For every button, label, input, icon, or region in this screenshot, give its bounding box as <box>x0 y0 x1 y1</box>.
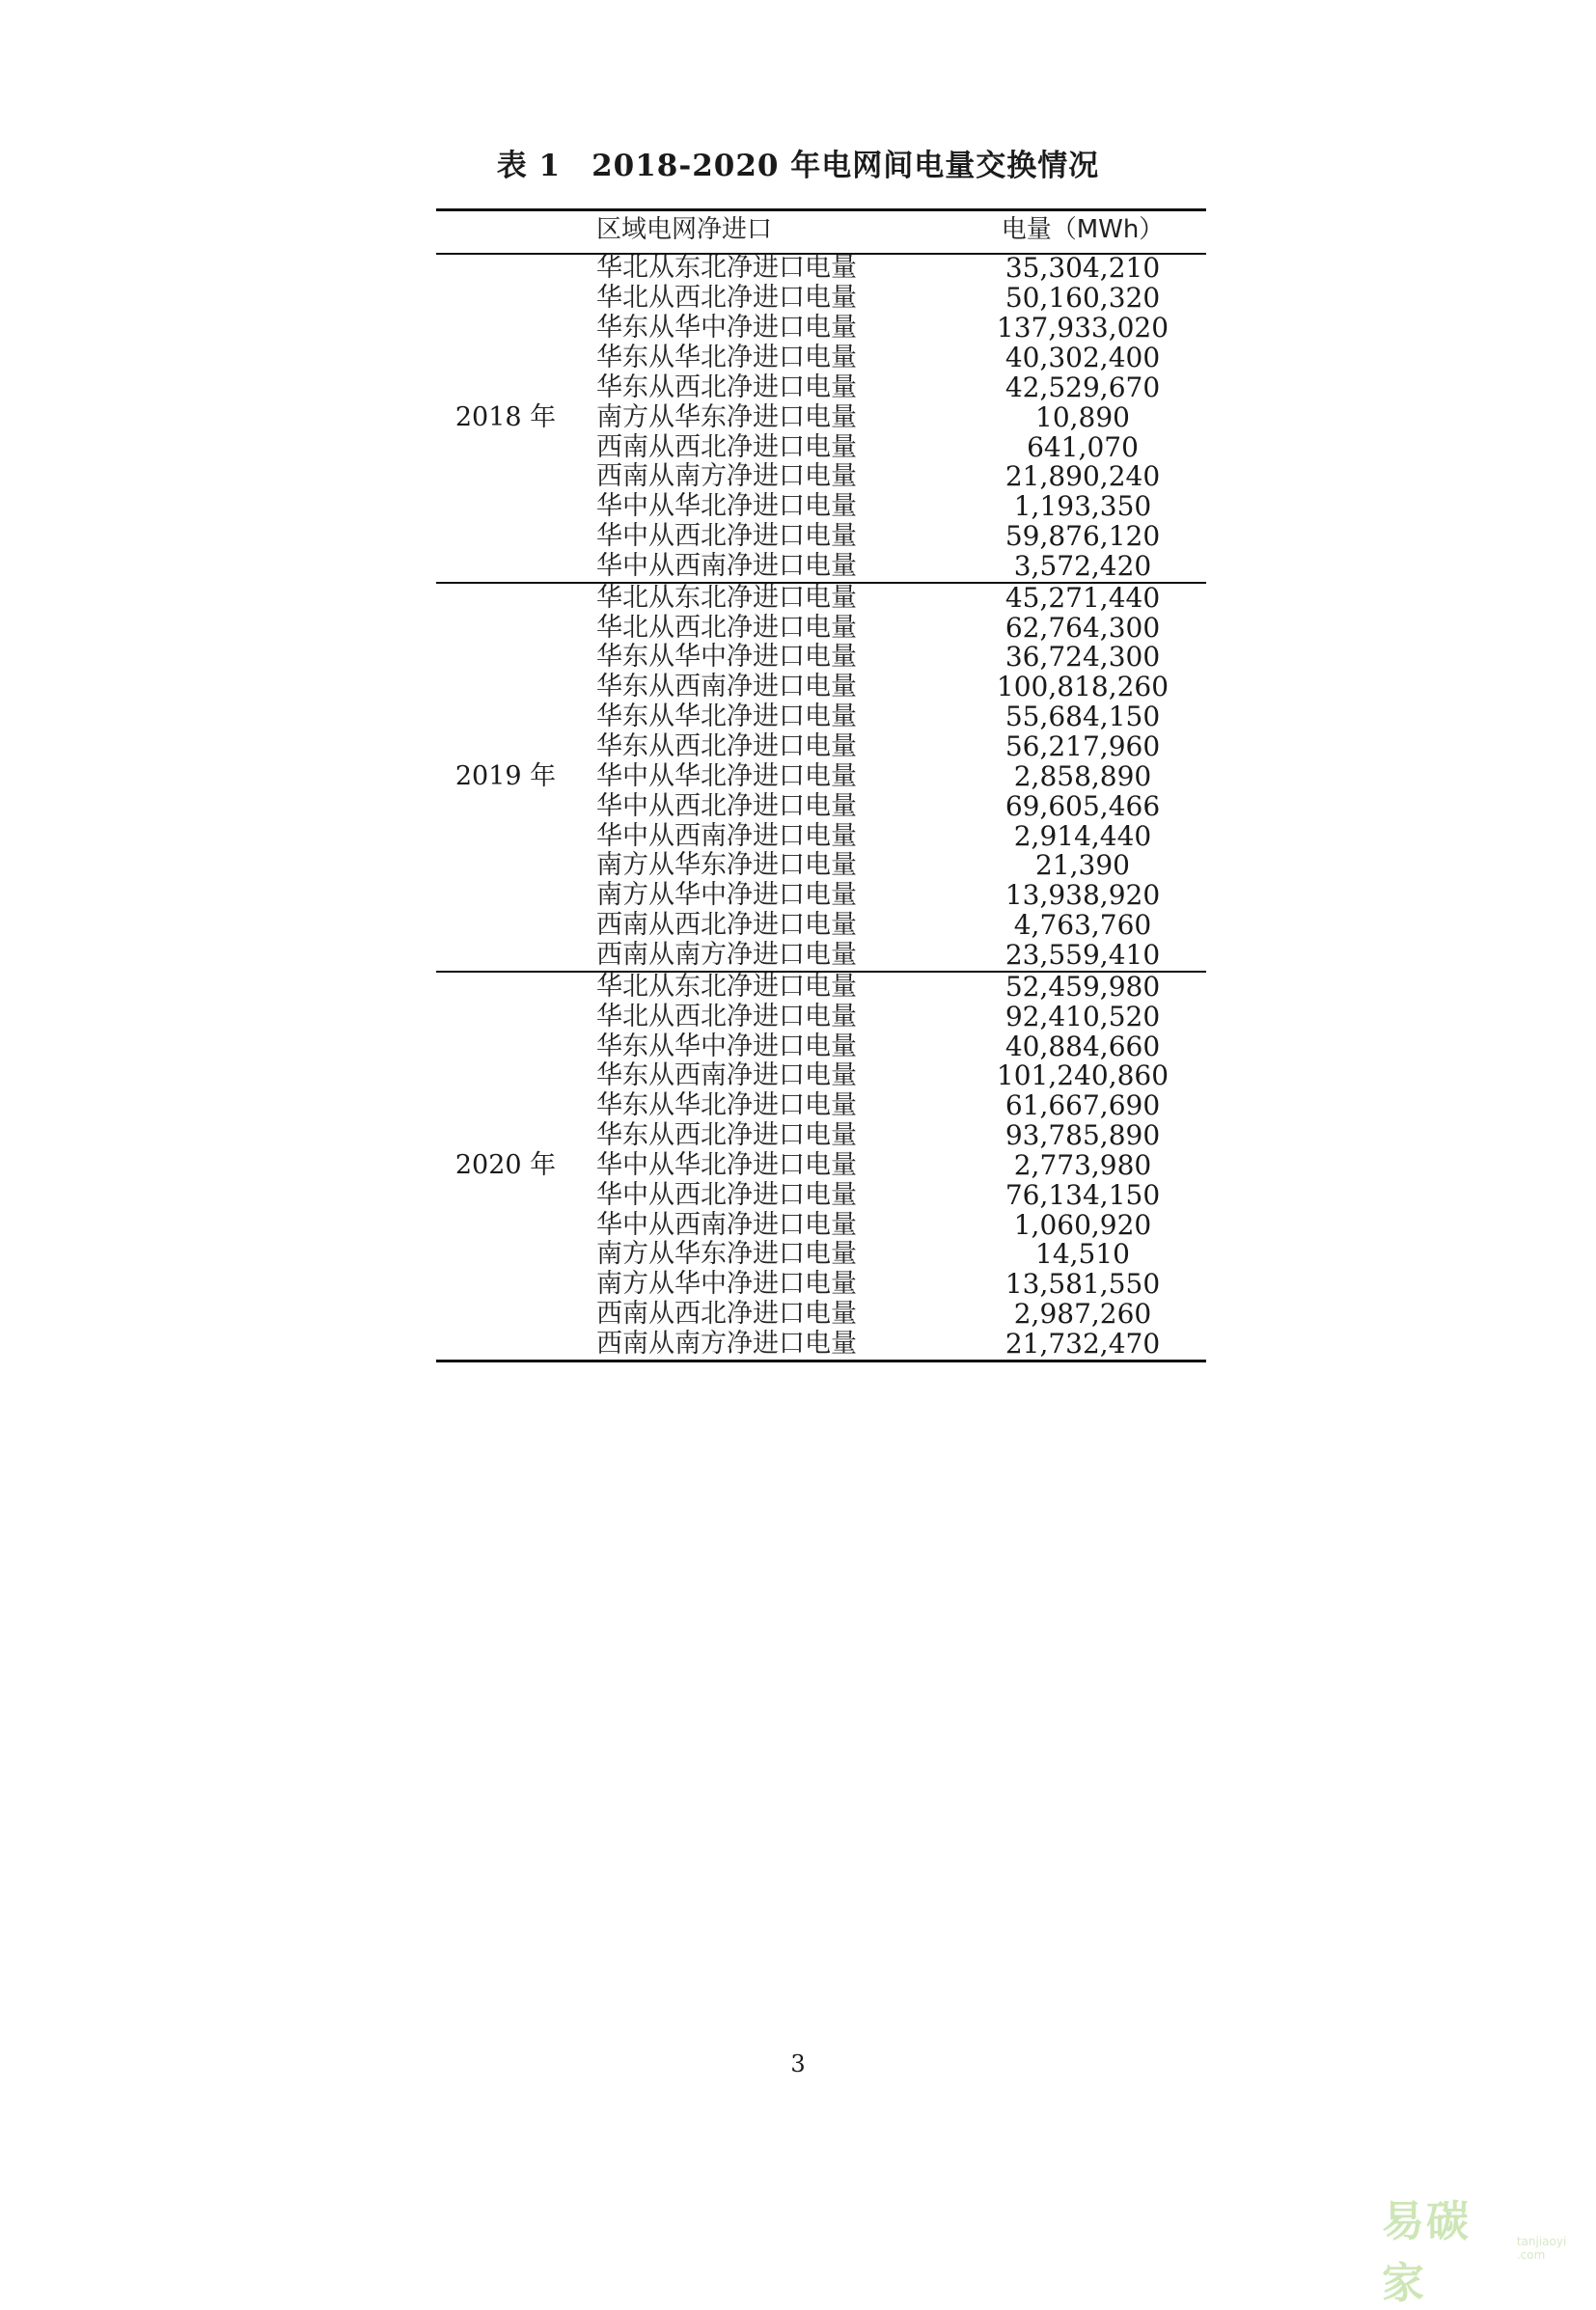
row-region-name: 南方从华东净进口电量 <box>596 401 857 432</box>
year-label: 2020 年 <box>454 1149 557 1180</box>
year-label: 2018 年 <box>454 401 557 432</box>
row-region-name: 华东从西北净进口电量 <box>596 731 857 762</box>
row-value: 93,785,890 <box>1004 1119 1161 1152</box>
row-region-name: 华东从西南净进口电量 <box>596 672 857 702</box>
row-value: 101,240,860 <box>996 1059 1169 1092</box>
table-top-rule <box>436 208 1206 211</box>
row-region-name: 西南从西北净进口电量 <box>596 431 857 462</box>
row-region-name: 华北从东北净进口电量 <box>596 971 857 1002</box>
row-value: 45,271,440 <box>1004 581 1161 614</box>
row-value: 1,060,920 <box>1013 1208 1152 1241</box>
row-region-name: 华中从华北净进口电量 <box>596 1149 857 1180</box>
row-value: 641,070 <box>1027 430 1139 463</box>
row-region-name: 西南从西北净进口电量 <box>596 910 857 941</box>
row-value: 2,987,260 <box>1013 1298 1152 1331</box>
row-region-name: 华东从西北净进口电量 <box>596 371 857 402</box>
row-region-name: 华北从西北净进口电量 <box>596 283 857 314</box>
row-value: 13,581,550 <box>1004 1268 1161 1301</box>
row-region-name: 华北从西北净进口电量 <box>596 1001 857 1031</box>
row-region-name: 华东从华中净进口电量 <box>596 1031 857 1061</box>
watermark <box>1382 2186 1596 2310</box>
row-value: 2,858,890 <box>1013 759 1152 792</box>
row-value: 2,914,440 <box>1013 819 1152 852</box>
row-region-name: 华北从东北净进口电量 <box>596 253 857 284</box>
row-region-name: 华中从西南净进口电量 <box>596 1209 857 1240</box>
row-value: 42,529,670 <box>1004 371 1161 403</box>
row-region-name: 华中从华北净进口电量 <box>596 760 857 791</box>
exchange-table <box>436 208 1206 1889</box>
row-region-name: 华中从西北净进口电量 <box>596 521 857 552</box>
row-region-name: 华东从华北净进口电量 <box>596 1090 857 1121</box>
row-value: 35,304,210 <box>1004 252 1161 285</box>
watermark-domain: tanjiaoyi .com <box>1516 2235 1567 2262</box>
row-value: 1,193,350 <box>1013 490 1152 523</box>
row-region-name: 华北从东北净进口电量 <box>596 582 857 613</box>
row-region-name: 华东从西北净进口电量 <box>596 1120 857 1151</box>
row-value: 14,510 <box>1035 1238 1130 1271</box>
row-value: 52,459,980 <box>1004 970 1161 1003</box>
row-region-name: 华中从西北净进口电量 <box>596 790 857 821</box>
row-value: 36,724,300 <box>1004 641 1161 674</box>
row-region-name: 华中从西南净进口电量 <box>596 820 857 851</box>
row-value: 50,160,320 <box>1004 282 1161 315</box>
row-value: 3,572,420 <box>1013 549 1152 582</box>
row-value: 40,884,660 <box>1004 1030 1161 1062</box>
row-value: 92,410,520 <box>1004 1000 1161 1032</box>
row-region-name: 西南从南方净进口电量 <box>596 461 857 492</box>
row-region-name: 西南从南方净进口电量 <box>596 939 857 970</box>
row-value: 21,890,240 <box>1004 460 1161 493</box>
row-region-name: 华中从西北净进口电量 <box>596 1179 857 1210</box>
row-value: 13,938,920 <box>1004 879 1161 912</box>
header-value: 电量（MWh） <box>1001 215 1165 244</box>
row-region-name: 华东从华北净进口电量 <box>596 342 857 372</box>
row-region-name: 华中从华北净进口电量 <box>596 491 857 522</box>
row-region-name: 华东从华中净进口电量 <box>596 642 857 673</box>
row-region-name: 南方从华东净进口电量 <box>596 850 857 881</box>
row-value: 76,134,150 <box>1004 1178 1161 1211</box>
page-number: 3 <box>790 2050 806 2077</box>
table-title: 表 1 2018-2020 年电网间电量交换情况 <box>496 149 1100 183</box>
table-bottom-rule <box>436 1360 1206 1362</box>
row-value: 21,390 <box>1035 849 1130 882</box>
row-value: 2,773,980 <box>1013 1148 1152 1181</box>
row-value: 69,605,466 <box>1004 789 1161 822</box>
row-region-name: 西南从南方净进口电量 <box>596 1329 857 1360</box>
year-label: 2019 年 <box>454 760 557 791</box>
row-value: 4,763,760 <box>1013 909 1152 942</box>
row-region-name: 华中从西南净进口电量 <box>596 550 857 581</box>
row-region-name: 华东从华中净进口电量 <box>596 313 857 344</box>
row-value: 40,302,400 <box>1004 341 1161 373</box>
row-region-name: 华东从西南净进口电量 <box>596 1060 857 1091</box>
header-region: 区域电网净进口 <box>596 215 773 244</box>
row-region-name: 南方从华东净进口电量 <box>596 1239 857 1270</box>
row-value: 56,217,960 <box>1004 730 1161 763</box>
row-region-name: 华北从西北净进口电量 <box>596 612 857 643</box>
row-value: 21,732,470 <box>1004 1328 1161 1361</box>
row-value: 100,818,260 <box>996 671 1169 703</box>
row-value: 62,764,300 <box>1004 611 1161 644</box>
row-region-name: 西南从西北净进口电量 <box>596 1299 857 1330</box>
row-region-name: 南方从华中净进口电量 <box>596 1269 857 1300</box>
row-value: 55,684,150 <box>1004 701 1161 733</box>
row-region-name: 华东从华北净进口电量 <box>596 701 857 732</box>
row-value: 61,667,690 <box>1004 1089 1161 1122</box>
watermark-logo-text: 易碳家 <box>1382 2197 1471 2308</box>
row-region-name: 南方从华中净进口电量 <box>596 880 857 911</box>
row-value: 23,559,410 <box>1004 938 1161 971</box>
row-value: 10,890 <box>1035 400 1130 433</box>
row-value: 59,876,120 <box>1004 520 1161 553</box>
row-value: 137,933,020 <box>996 312 1169 344</box>
